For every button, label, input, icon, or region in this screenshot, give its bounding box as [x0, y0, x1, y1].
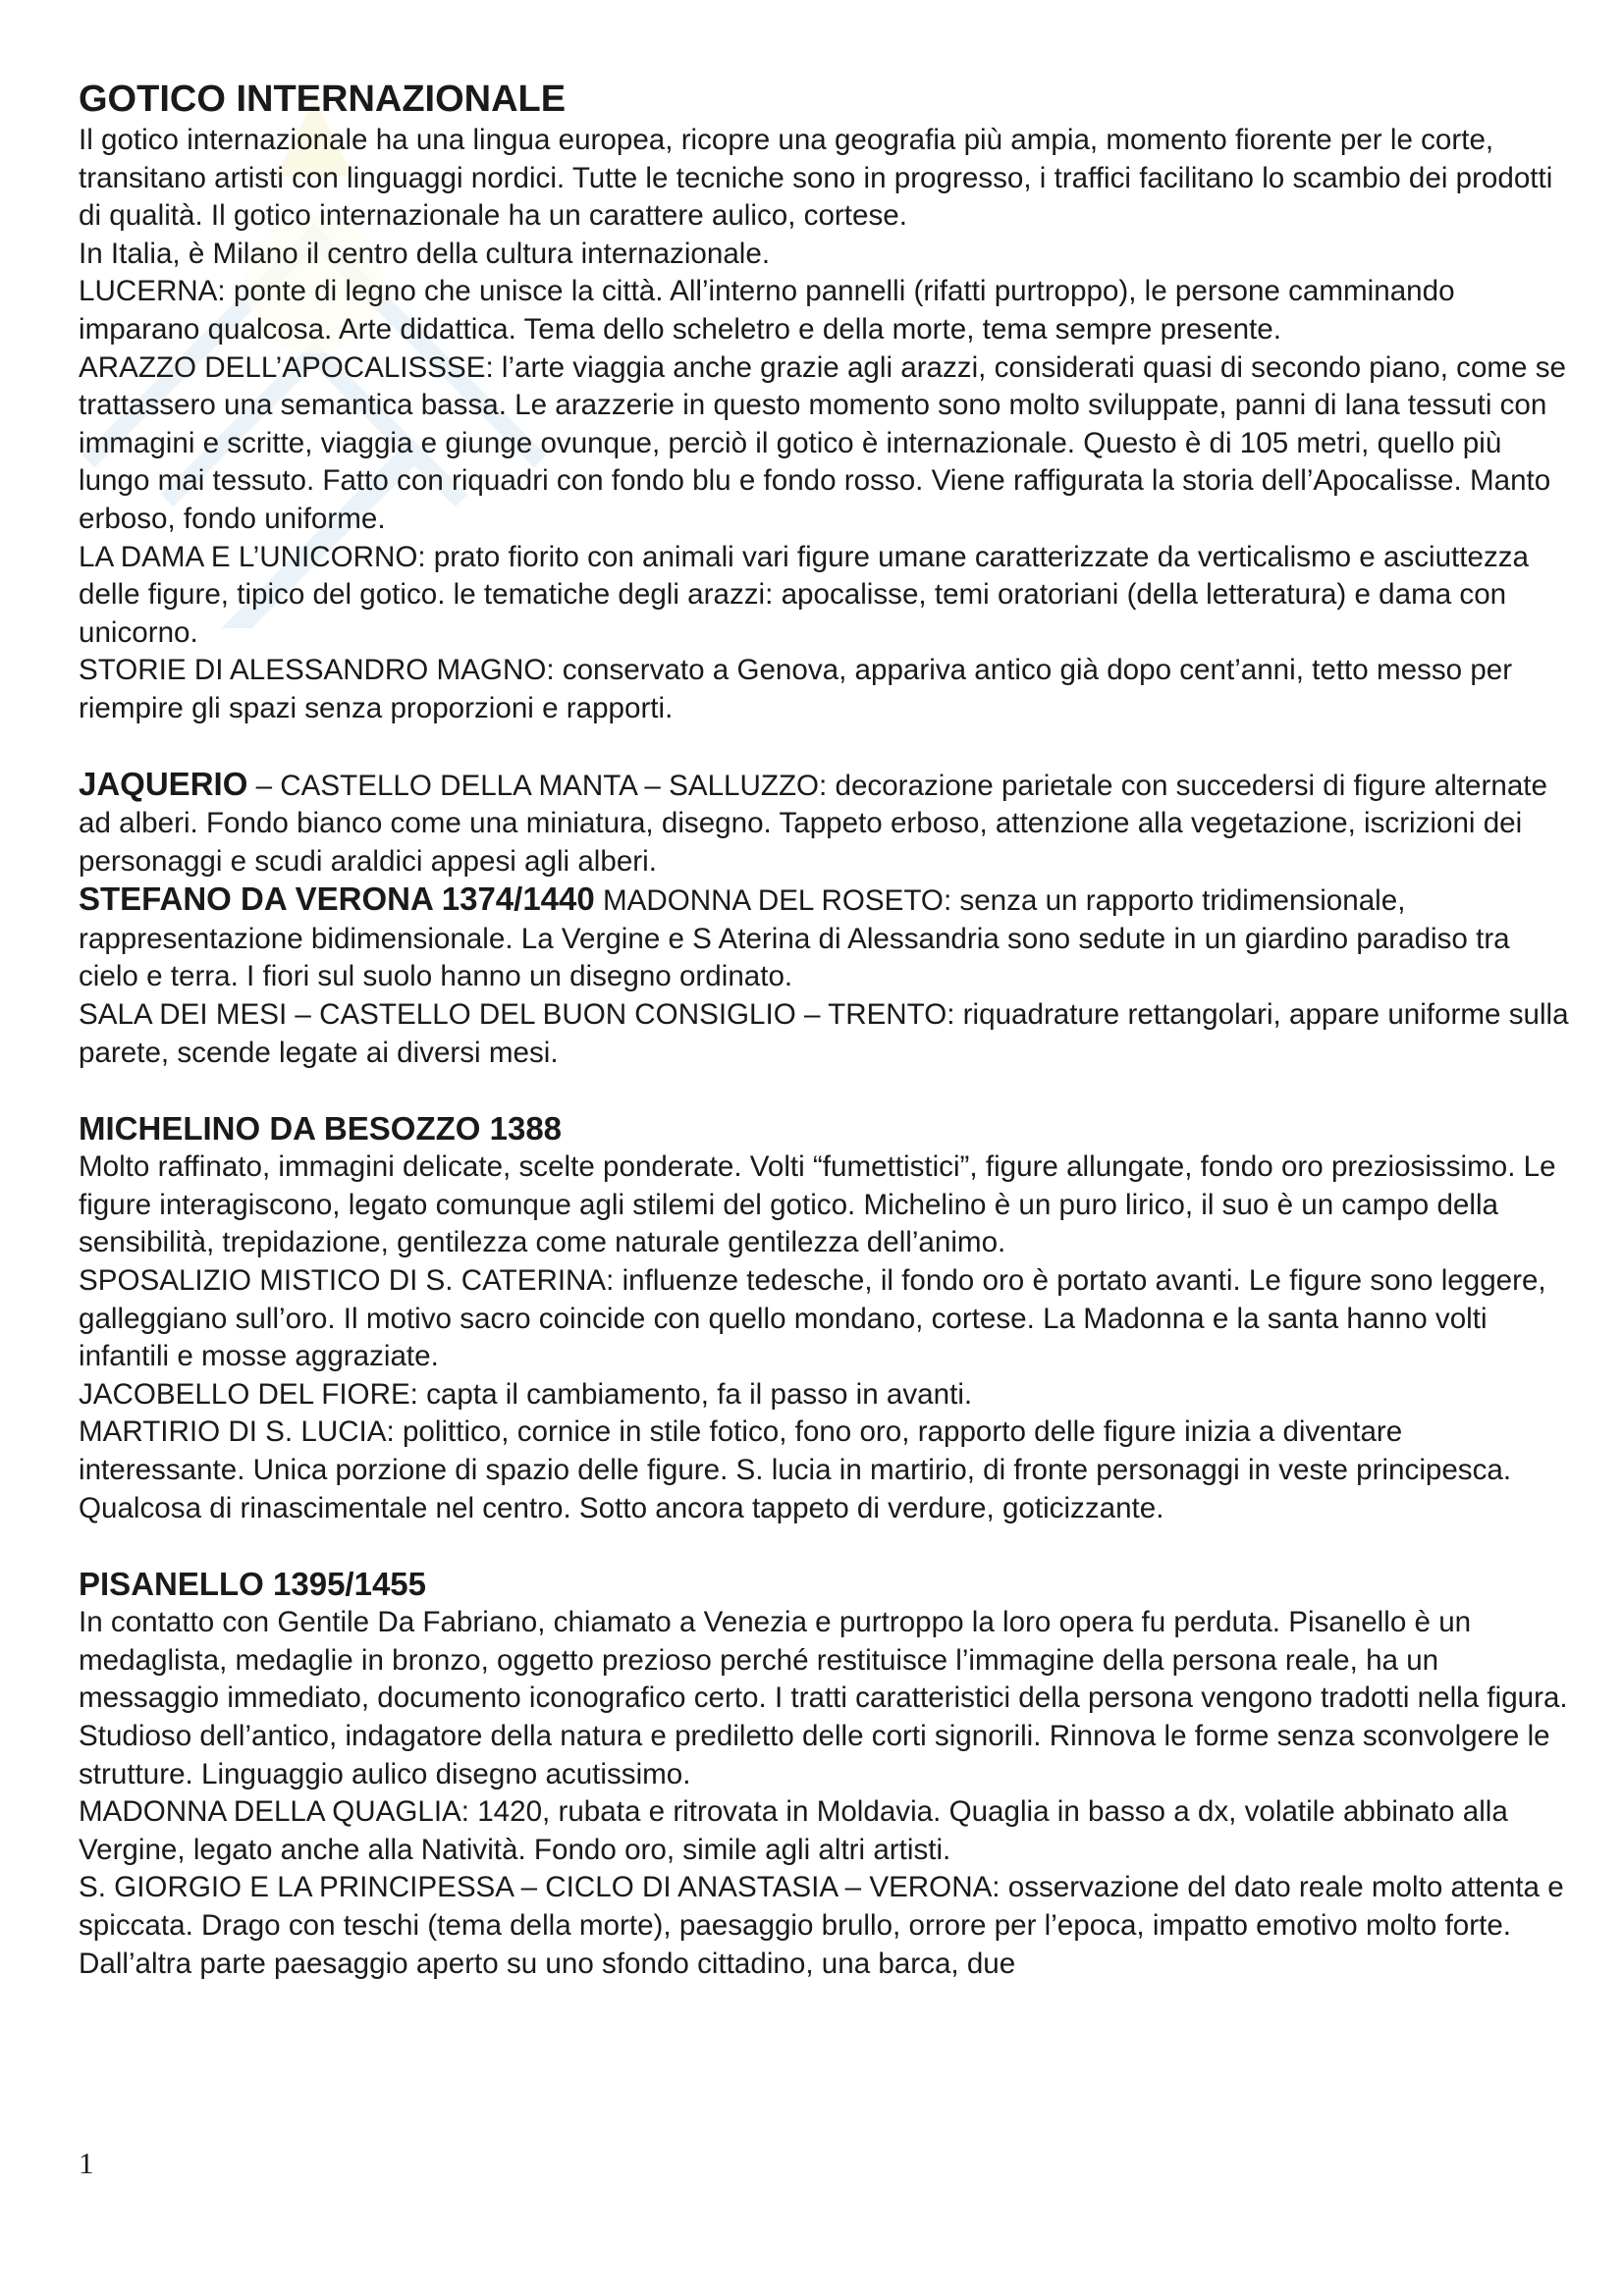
jacobello-paragraph: JACOBELLO DEL FIORE: capta il cambiamento, fa il passo in avanti. — [79, 1377, 973, 1411]
page-title: GOTICO INTERNAZIONALE — [79, 79, 567, 120]
dama-unicorno-paragraph: LA DAMA E L’UNICORNO: prato fiorito con animali vari figure umane caratterizzate da verticalismo e asciuttezza delle figure, tipico del gotico. le tematiche degli arazzi: apocalisse, temi oratoriani (della letteratura) e dama con unicorno. — [79, 540, 1529, 649]
lucerna-paragraph: LUCERNA: ponte di legno che unisce la città. All’interno pannelli (rifatti purtroppo), le persone camminando imparano qualcosa. Arte didattica. Tema dello scheletro e della morte, tema sempre presente. — [79, 275, 1455, 346]
michelino-paragraph-1: Molto raffinato, immagini delicate, scelte ponderate. Volti “fumettistici”, figure allungate, fondo oro preziosissimo. Le figure interagiscono, legato comunque agli stilemi del gotico. Michelino è un puro lirico, il suo è un campo della sensibilità, trepidazione, gentilezza come naturale gentilezza dell’animo. — [79, 1150, 1556, 1259]
madonna-quaglia-paragraph: MADONNA DELLA QUAGLIA: 1420, rubata e ritrovata in Moldavia. Quaglia in basso a dx, volatile abbinato alla Vergine, legato anche alla Natività. Fondo oro, simile agli altri artisti. — [79, 1795, 1508, 1866]
stefano-text: MADONNA DEL ROSETO: senza un rapporto tridimensionale, rappresentazione bidimensionale. La Vergine e S Aterina di Alessandria sono sedute in un giardino paradiso tra cielo e terra. I fiori sul suolo hanno un disegno ordinato. — [79, 884, 1510, 993]
martirio-paragraph: MARTIRIO DI S. LUCIA: polittico, cornice in stile fotico, fono oro, rapporto delle figure inizia a diventare interessante. Unica porzione di spazio delle figure. S. lucia in martirio, di fronte personaggi in veste principesca. Qualcosa di rinascimentale nel centro. Sotto ancora tappeto di verdure, goticizzante. — [79, 1415, 1512, 1524]
document-body — [79, 77, 1571, 1983]
sposalizio-paragraph: SPOSALIZIO MISTICO DI S. CATERINA: influenze tedesche, il fondo oro è portato avanti. Le figure sono leggere, galleggiano sull’oro. Il motivo sacro coincide con quello mondano, cortese. La Madonna e la santa hanno volti infantili e mosse aggraziate. — [79, 1264, 1546, 1373]
san-giorgio-paragraph: S. GIORGIO E LA PRINCIPESSA – CICLO DI ANASTASIA – VERONA: osservazione del dato reale molto attenta e spiccata. Drago con teschi (tema della morte), paesaggio brullo, orrore per l’epoca, impatto emotivo molto forte. Dall’altra parte paesaggio aperto su uno sfondo cittadino, una barca, due — [79, 1871, 1564, 1980]
stefano-paragraph — [79, 881, 1571, 996]
jaquerio-heading: JAQUERIO — [79, 765, 248, 802]
section-spacer — [79, 1072, 1571, 1109]
alessandro-magno-paragraph: STORIE DI ALESSANDRO MAGNO: conservato a Genova, appariva antico già dopo cent’anni, tetto messo per riempire gli spazi senza proporzioni e rapporti. — [79, 654, 1513, 724]
intro-paragraph-2: In Italia, è Milano il centro della cultura internazionale. — [79, 237, 771, 270]
intro-paragraph-1: Il gotico internazionale ha una lingua europea, ricopre una geografia più ampia, momento fiorente per le corte, transitano artisti con linguaggi nordici. Tutte le tecniche sono in progresso, i traffici facilitano lo scambio dei prodotti di qualità. Il gotico internazionale ha un carattere aulico, cortese. — [79, 124, 1553, 233]
arazzo-paragraph: ARAZZO DELL’APOCALISSSE: l’arte viaggia anche grazie agli arazzi, considerati quasi di secondo piano, come se trattassero una semantica bassa. Le arazzerie in questo momento sono molto sviluppate, panni di lana tessuti con immagini e scritte, viaggia e giunge ovunque, perciò il gotico è internazionale. Questo è di 105 metri, quello più lungo mai tessuto. Fatto con riquadri con fondo blu e fondo rosso. Viene raffigurata la storia dell’Apocalisse. Manto erboso, fondo uniforme. — [79, 350, 1566, 535]
sala-dei-mesi-paragraph: SALA DEI MESI – CASTELLO DEL BUON CONSIGLIO – TRENTO: riquadrature rettangolari, appare uniforme sulla parete, scende legate ai diversi mesi. — [79, 998, 1569, 1069]
section-spacer — [79, 728, 1571, 766]
pisanello-heading: PISANELLO 1395/1455 — [79, 1566, 427, 1603]
michelino-heading: MICHELINO DA BESOZZO 1388 — [79, 1110, 563, 1148]
jaquerio-text: – CASTELLO DELLA MANTA – SALLUZZO: decorazione parietale con succedersi di figure alternate ad alberi. Fondo bianco come una miniatura, disegno. Tappeto erboso, attenzione alla vegetazione, iscrizioni dei personaggi e scudi araldici appesi agli alberi. — [79, 769, 1547, 878]
page-number: 1 — [79, 2146, 94, 2180]
stefano-heading: STEFANO DA VERONA 1374/1440 — [79, 881, 595, 918]
jaquerio-paragraph — [79, 766, 1571, 881]
section-spacer — [79, 1527, 1571, 1565]
pisanello-paragraph-1: In contatto con Gentile Da Fabriano, chiamato a Venezia e purtroppo la loro opera fu perduta. Pisanello è un medaglista, medaglie in bronzo, oggetto prezioso perché restituisce l’immagine della persona reale, ha un messaggio immediato, documento iconografico certo. I tratti caratteristici della persona vengono tradotti nella figura. Studioso dell’antico, indagatore della natura e prediletto delle corti signorili. Rinnova le forme senza sconvolgere le strutture. Linguaggio aulico disegno acutissimo. — [79, 1606, 1568, 1790]
